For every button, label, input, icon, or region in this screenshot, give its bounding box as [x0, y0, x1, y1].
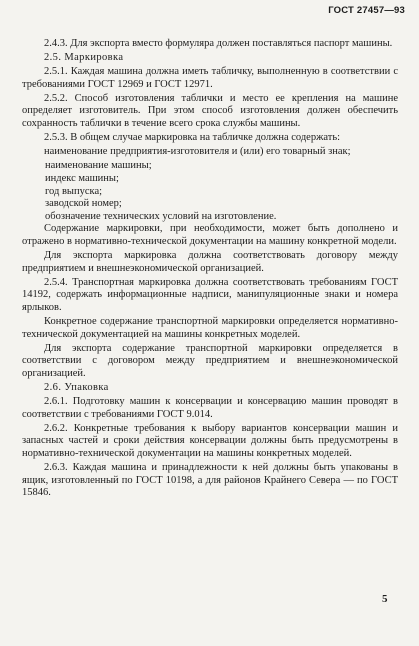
- list-item-machine-index: индекс машины;: [45, 172, 119, 184]
- section-heading-marking: 2.5. Маркировка: [44, 52, 124, 64]
- list-item-year: год выпуска;: [45, 185, 103, 197]
- list-item-manufacturer: наименование предприятия-изготовителя и (или) его товарный знак;: [44, 146, 351, 158]
- paragraph-2-6-1: 2.6.1. Подготовку машин к консервации и консервацию машин проводят в соответствии с требованиями ГОСТ 9.014.: [22, 396, 398, 420]
- section-heading-packaging: 2.6. Упаковка: [44, 381, 109, 393]
- list-item-serial-number: заводской номер;: [45, 198, 122, 210]
- paragraph-marking-content: Содержание маркировки, при необходимости, может быть дополнено и отражено в нормативно-технической документации на машину конкретной модели.: [22, 223, 398, 247]
- paragraph-2-5-3: 2.5.3. В общем случае маркировка на табличке должна содержать:: [44, 132, 341, 144]
- paragraph-transport-content: Конкретное содержание транспортной маркировки определяется нормативно-технической документацией на машины конкретных моделей.: [22, 315, 398, 340]
- list-item-specifications: обозначение технических условий на изготовление.: [45, 210, 277, 222]
- paragraph-2-6-2: 2.6.2. Конкретные требования к выбору вариантов консервации машин и запасных частей и сроки действия консервации должны быть предусмотрены в нормативно-технической документации на машины конкретных моделей.: [22, 422, 398, 459]
- paragraph-transport-export: Для экспорта содержание транспортной маркировки определяется в соответствии с договором между предприятием и внешнеэкономической организацией.: [22, 342, 398, 379]
- paragraph-2-5-2: 2.5.2. Способ изготовления таблички и место ее крепления на машине определяет изготовитель. При этом способ изготовления должен обеспечить сохранность таблички в течение всего срока службы машины.: [22, 92, 398, 130]
- paragraph-2-5-1: 2.5.1. Каждая машина должна иметь табличку, выполненную в соответствии с требованиями ГОСТ 12969 и ГОСТ 12971.: [22, 66, 398, 90]
- list-item-machine-name: наименование машины;: [45, 160, 152, 172]
- standard-header: ГОСТ 27457—93: [328, 5, 405, 16]
- paragraph-2-4-3: 2.4.3. Для экспорта вместо формуляра должен поставляться паспорт машины.: [44, 38, 393, 49]
- document-body: [22, 38, 398, 501]
- page-number: 5: [382, 593, 388, 605]
- paragraph-marking-export: Для экспорта маркировка должна соответствовать договору между предприятием и внешнеэкономической организацией.: [22, 250, 398, 274]
- paragraph-2-5-4: 2.5.4. Транспортная маркировка должна соответствовать требованиям ГОСТ 14192, содержать информационные надписи, манипуляционные знаки и номера ярлыков.: [22, 276, 398, 313]
- paragraph-2-6-3: 2.6.3. Каждая машина и принадлежности к ней должны быть упакованы в ящик, изготовленный по ГОСТ 10198, а для районов Крайнего Севера — по ГОСТ 15846.: [22, 462, 398, 499]
